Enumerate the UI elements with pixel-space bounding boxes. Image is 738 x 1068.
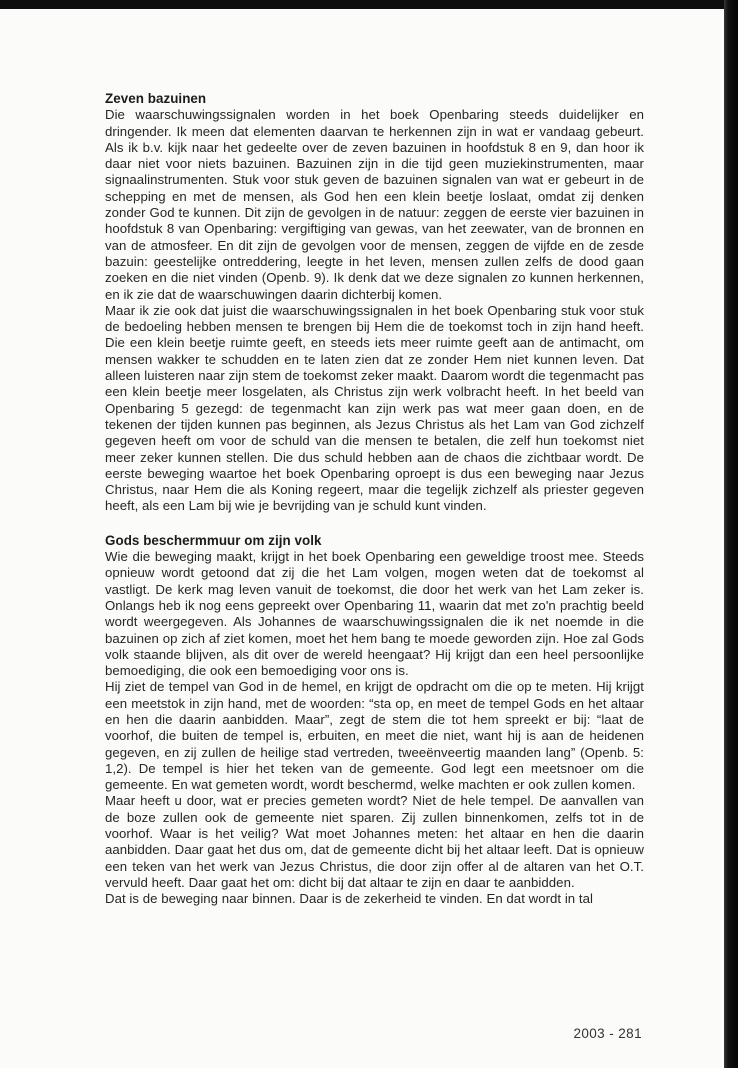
paragraph: Wie die beweging maakt, krijgt in het boek Openbaring een geweldige troost mee. Steeds opnieuw wordt getoond dat zij die het Lam volgen, mogen weten dat de toekomst al vastligt. De kerk mag leven vanuit de toekomst, die door het werk van het Lam zeker is. Onlangs heb ik nog eens gepreekt over Openbaring 11, waarin dat met zo'n prachtig beeld wordt weergegeven. Als Johannes de waarschuwingssignalen die ik net noemde in die bazuinen op zich af ziet komen, moet het hem bang te moede geworden zijn. Hoe zal Gods volk staande blijven, als dit over de wereld heengaat? Hij krijgt dan een heel persoonlijke bemoediging, die ook een bemoediging voor ons is. (105, 549, 644, 679)
section-heading: Gods beschermmuur om zijn volk (105, 532, 322, 548)
section-zeven-bazuinen (105, 91, 644, 515)
paragraph: Die waarschuwingssignalen worden in het boek Openbaring steeds duidelijker en dringender. Ik meen dat elementen daarvan te herkennen zijn in wat er vandaag gebeurt. Als ik b.v. kijk naar het gedeelte over de zeven bazuinen in hoofdstuk 8 en 9, dan hoor ik daar niet voor niets bazuinen. Bazuinen zijn in die tijd geen muziekinstrumenten, maar signaalinstrumenten. Stuk voor stuk geven de bazuinen signalen van wat er gebeurt in de schepping en met de mensen, als God hen een klein beetje loslaat, omdat zij denken zonder God te kunnen. Dit zijn de gevolgen in de natuur: zeggen de eerste vier bazuinen in hoofdstuk 8 van Openbaring: vergiftiging van gewas, van het zeewater, van de bronnen en van de atmosfeer. En dit zijn de gevolgen voor de mensen, zeggen de vijfde en de zesde bazuin: geestelijke ontreddering, leegte in het leven, mensen zullen zelfs de dood gaan zoeken en die niet vinden (Openb. 9). Ik denk dat we deze signalen zo kunnen herkennen, en ik zie dat de waarschuwingen daarin dichterbij komen. (105, 107, 644, 302)
paragraph: Hij ziet de tempel van God in de hemel, en krijgt de opdracht om die op te meten. Hij krijgt een meetstok in zijn hand, met de woorden: “sta op, en meet de tempel Gods en het altaar en hen die daarin aanbidden. Maar”, zegt de stem die tot hem spreekt er bij: “laat de voorhof, die buiten de tempel is, erbuiten, en meet die niet, want hij is aan de heidenen gegeven, en zij zullen de heilige stad vertreden, tweeënveertig maanden lang” (Openb. 5: 1,2). De tempel is hier het teken van de gemeente. God legt een meetsnoer om die gemeente. En wat gemeten wordt, wordt beschermd, welke machten er ook zullen komen. (105, 679, 644, 793)
paragraph: Dat is de beweging naar binnen. Daar is de zekerheid te vinden. En dat wordt in tal (105, 891, 593, 907)
scan-border-right (724, 0, 738, 1068)
section-heading: Zeven bazuinen (105, 91, 207, 106)
article-body (105, 91, 644, 908)
section-gods-beschermmuur (105, 533, 644, 908)
scan-border-top (0, 0, 738, 9)
page-number: 2003 - 281 (573, 1026, 642, 1041)
paragraph: Maar ik zie ook dat juist die waarschuwingssignalen in het boek Openbaring stuk voor stuk de bedoeling hebben mensen te brengen bij Hem die de toekomst toch in zijn hand heeft. Die een klein beetje ruimte geeft, en steeds iets meer ruimte geeft aan de antimacht, om mensen wakker te schudden en te laten zien dat ze zonder Hem niet kunnen leven. Dat alleen luisteren naar zijn stem de toekomst zeker maakt. Daarom wordt die tegenmacht pas een klein beetje meer losgelaten, als Christus zijn werk volbracht heeft. In het beeld van Openbaring 5 gezegd: de tegenmacht kan zijn werk pas wat meer gaan doen, en de tekenen der tijden kunnen pas beginnen, als Jezus Christus als het Lam van God zichzelf gegeven heeft om voor de schuld van die mensen te betalen, die zelf hun toekomst niet meer zeker kunnen stellen. Die dus schuld hebben aan de chaos die zichtbaar wordt. De eerste beweging waartoe het boek Openbaring oproept is dus een beweging naar Jezus Christus, naar Hem die als Koning regeert, maar die tegelijk zichzelf als priester gegeven heeft, als een Lam bij wie je bevrijding van je schuld kunt vinden. (105, 302, 644, 514)
paragraph: Maar heeft u door, wat er precies gemeten wordt? Niet de hele tempel. De aanvallen van de boze zullen ook de gemeente niet sparen. Zij zullen binnenkomen, zelfs tot in de voorhof. Waar is het veilig? Wat moet Johannes meten: het altaar en hen die daarin aanbidden. Daar gaat het dus om, dat de gemeente dicht bij het altaar leeft. Dat is opnieuw een teken van het werk van Jezus Christus, die door zijn offer al de altaren van het O.T. vervuld heeft. Daar gaat het om: dicht bij dat altaar te zijn en daar te aanbidden. (105, 793, 644, 890)
